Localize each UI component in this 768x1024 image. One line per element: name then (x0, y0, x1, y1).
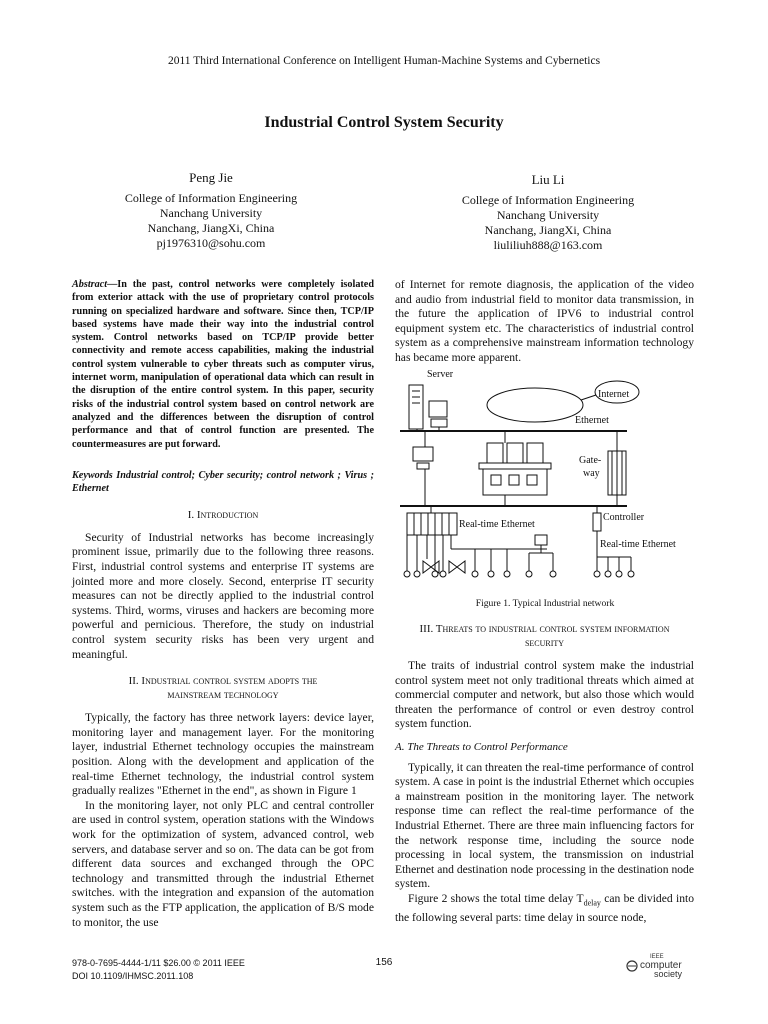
sensor-icon (472, 571, 478, 577)
section-heading-1: I. Introduction (187, 508, 259, 521)
subsection-heading-a: A. The Threats to Control Performance (395, 740, 568, 753)
conference-header: 2011 Third International Conference on Intelligent Human-Machine Systems and Cybernetics (167, 55, 601, 67)
sensor-icon (616, 571, 622, 577)
author-email: pj1976310@sohu.com (156, 236, 266, 250)
left-column (72, 278, 374, 930)
author-dept: College of Information Engineering (461, 193, 635, 207)
figure-caption: Figure 1. Typical Industrial network (475, 598, 615, 609)
sensor-icon (414, 571, 420, 577)
paragraph (395, 892, 694, 926)
sensor-icon (605, 571, 611, 577)
paper-title: Industrial Control System Security (264, 114, 504, 131)
label-gateway-1: Gate- (579, 455, 602, 466)
label-realtime-ethernet-1: Real-time Ethernet (459, 519, 535, 530)
abstract-text: —In the past, control networks were completely isolated from exterior attack with the use of proprietary control protocols running on specialized hardware and software. Since then, TCP/IP based systems have made their way into the industrial control system. Control networks based on TCP/IP provide better connectivity and remote access capabilities, making the industrial control system vulnerable to cyber threats such as computer virus, internet worm, manipulation of operational data which can result in the disruption of the entire control system. In this paper, security risks of the industrial control system based on control network are analyzed and the differences between the disruption of control performance and that of control function are presented. The countermeasures are put forward. (72, 279, 374, 450)
author-name: Peng Jie (189, 170, 233, 185)
logo-text-bot: society (654, 969, 683, 979)
label-controller: Controller (603, 512, 645, 523)
sensor-icon (628, 571, 634, 577)
logo-text-top: IEEE (650, 954, 664, 960)
sensor-icon (594, 571, 600, 577)
author-name: Liu Li (531, 172, 565, 187)
label-server: Server (427, 369, 454, 380)
section-heading-3: III. Threats to industrial control system information security (419, 623, 670, 649)
section-heading-2: II. Industrial control system adopts the mainstream technology (128, 675, 318, 702)
paragraph: Security of Industrial networks has become increasingly prominent issue, primarily due to the following three reasons. First, industrial control systems and enterprise IT systems are jointed more and more closely. Second, enterprise IT security measures can not be directly applied to the industrial control systems. Third, worms, viruses and hackers are becoming more powerful and pernicious. Therefore, the study on industrial control system security risks has been very urgent and meaningful. (72, 530, 374, 661)
sensor-icon (488, 571, 494, 577)
label-gateway-2: way (583, 468, 600, 479)
text-fragment: can be divided into the following several parts: time delay in source node, (395, 891, 695, 924)
keywords: Keywords Industrial control; Cyber security; control network ; Virus ; Ethernet (72, 469, 374, 495)
isbn: 978-0-7695-4444-1/11 $26.00 © 2011 IEEE (72, 958, 245, 968)
valve-icon (449, 561, 465, 573)
author-dept: College of Information Engineering (124, 191, 298, 205)
author-block-2 (432, 172, 664, 253)
sensor-icon (526, 571, 532, 577)
sensor-icon (404, 571, 410, 577)
author-email: liuliliuh888@163.com (493, 238, 603, 252)
right-column-bottom (395, 622, 694, 925)
author-block-1 (106, 170, 316, 251)
paragraph: In the monitoring layer, not only PLC and central controller are used in control system, operation stations with the Windows work for the optimization of system, advanced control, web servers, and database server and so on. The data can be got from different data sources and exchanged through the OPC technology and transmitted through the industrial Ethernet switches. with the integration and expansion of the automation system such as the FTP application, the application of B/S mode to monitor, the use (72, 798, 374, 929)
doi: DOI 10.1109/IHMSC.2011.108 (72, 971, 194, 981)
author-city: Nanchang, JiangXi, China (147, 221, 275, 235)
monitor-icon (429, 401, 447, 417)
subscript: delay (583, 898, 601, 908)
label-realtime-ethernet-2: Real-time Ethernet (600, 539, 676, 550)
right-column-top (395, 278, 694, 366)
paragraph: of Internet for remote diagnosis, the application of the video and audio from industrial field to monitor data transmission, in the future the application of IPV6 to industrial control equipment system etc. The characteristics of industrial control system as a comprehensive mainstream information technology has became more apparent. (395, 278, 694, 364)
workstation-icon (413, 447, 433, 461)
paragraph: Typically, it can threaten the real-time performance of control system. A case in point is the industrial Ethernet which occupies a mainstream position in the monitoring layer. The network response time can reflect the real-time performance of the Industrial Ethernet. There are three main influencing factors for the network response time, including the source node processing in local system, the transmission on industrial Ethernet and destination node processing in the destination node system. (395, 760, 694, 891)
abstract-label: Abstract (72, 279, 108, 290)
controller-icon (593, 513, 601, 531)
io-module-icon (535, 535, 547, 545)
abstract (72, 278, 374, 451)
cloud-network (487, 388, 583, 422)
sensor-icon (550, 571, 556, 577)
page-number: 156 (375, 957, 393, 968)
label-internet: Internet (598, 389, 630, 400)
author-univ: Nanchang University (496, 208, 600, 222)
ieee-computer-society-logo (624, 950, 704, 980)
text-fragment: Figure 2 shows the total time delay T (408, 891, 584, 905)
operation-station-icon (479, 463, 551, 469)
valve-icon (423, 561, 439, 573)
figure-industrial-network (395, 367, 695, 585)
sensor-icon (440, 571, 446, 577)
author-univ: Nanchang University (159, 206, 263, 220)
server-icon (409, 385, 423, 429)
author-city: Nanchang, JiangXi, China (484, 223, 612, 237)
label-ethernet: Ethernet (575, 415, 609, 426)
paragraph: Typically, the factory has three network layers: device layer, monitoring layer and management layer. For the monitoring layer, industrial Ethernet technology occupies the mainstream position. Along with the development and application of the real-time Ethernet technology, the industrial control system gradually realizes "Ethernet in the end", as shown in Figure 1 (72, 711, 374, 798)
paragraph: The traits of industrial control system make the industrial control system meet not only traditional threats which aimed at commercial computer and network, but also those which would threaten the performance of control or even destroy control system function. (395, 659, 694, 731)
logo-text-mid: computer (640, 960, 682, 971)
sensor-icon (504, 571, 510, 577)
